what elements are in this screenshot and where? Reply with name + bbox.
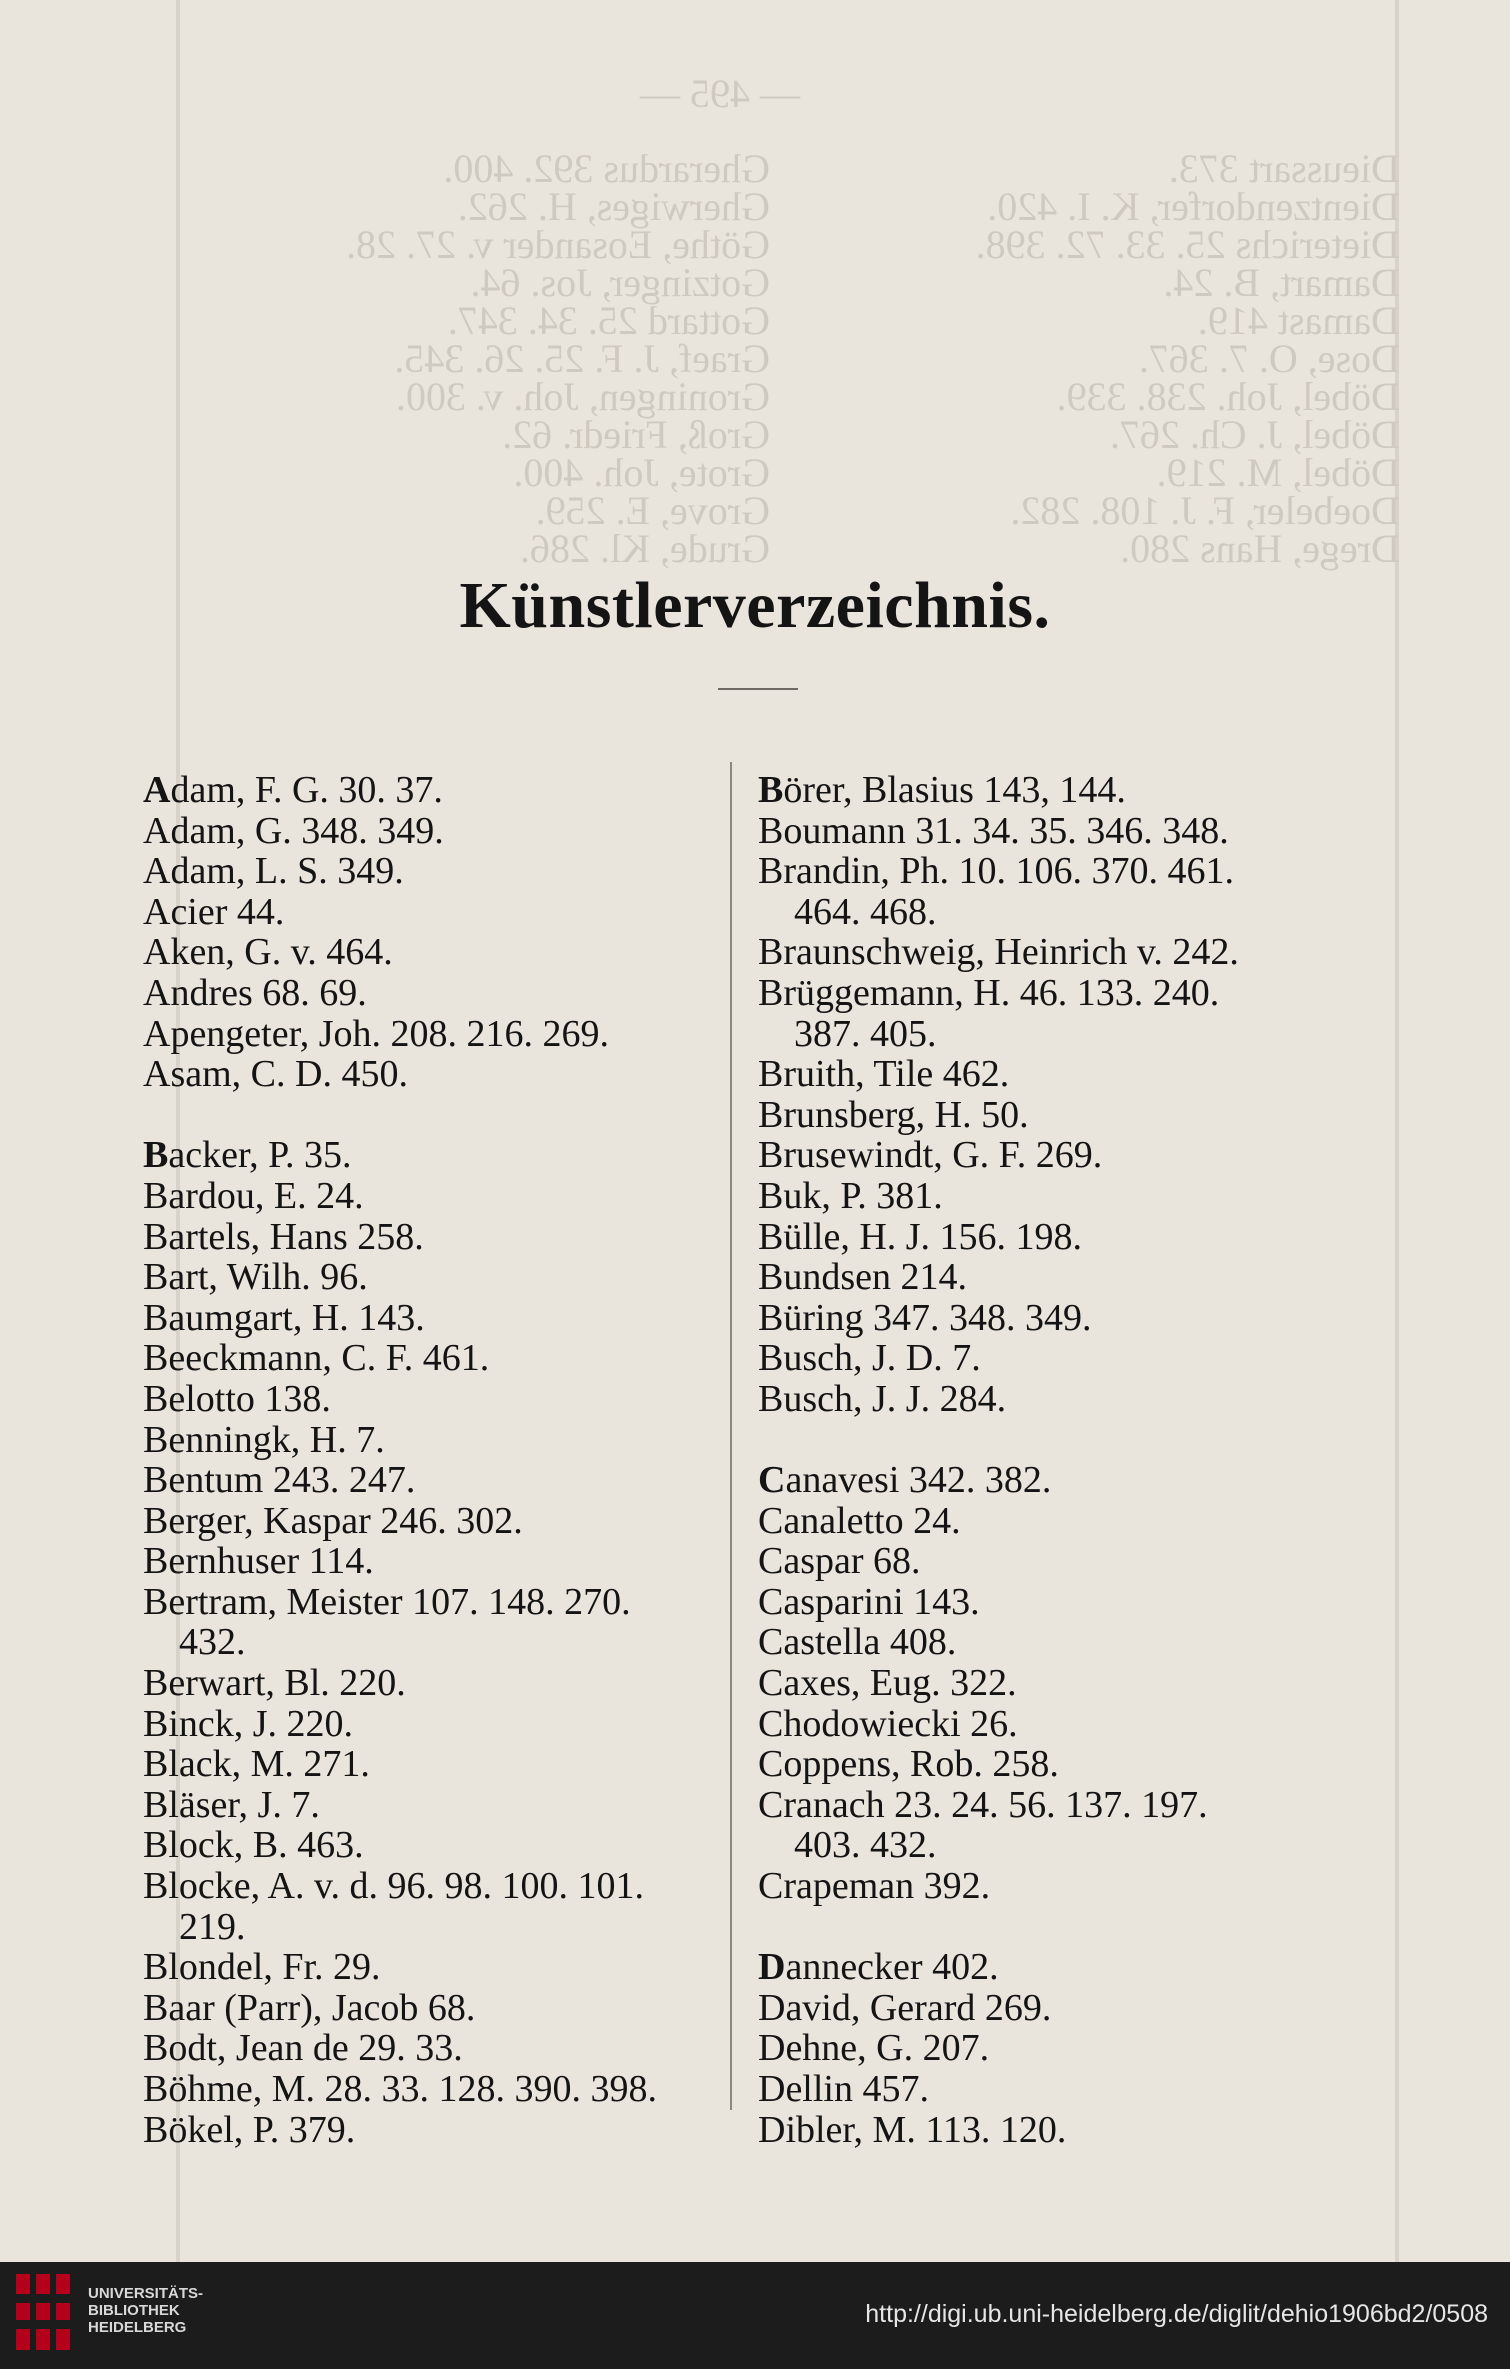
index-entry: Cranach 23. 24. 56. 137. 197. — [758, 1783, 1208, 1826]
index-entry: Busch, J. D. 7. — [758, 1337, 981, 1380]
index-entry: Baar (Parr), Jacob 68. — [143, 1986, 476, 2029]
index-entry: Baumgart, H. 143. — [143, 1296, 425, 1339]
index-entry: Dannecker 402. — [758, 1946, 999, 1989]
index-entry: David, Gerard 269. — [758, 1986, 1052, 2029]
index-entry-continuation: 432. — [179, 1621, 246, 1664]
index-entry: Caxes, Eug. 322. — [758, 1662, 1017, 1705]
index-entry: Dellin 457. — [758, 2068, 929, 2110]
index-entry: Bundsen 214. — [758, 1256, 967, 1299]
index-entry: Adam, F. G. 30. 37. — [143, 769, 443, 811]
index-entry: Bardou, E. 24. — [143, 1174, 364, 1217]
index-entry: Boumann 31. 34. 35. 346. 348. — [758, 809, 1229, 852]
index-entry: Bülle, H. J. 156. 198. — [758, 1215, 1083, 1258]
index-entry: Braunschweig, Heinrich v. 242. — [758, 931, 1239, 974]
section-initial: A — [143, 769, 171, 811]
index-entry: Dibler, M. 113. 120. — [758, 2108, 1067, 2151]
bleed-through-text: Gherardus 392. 400. Gherwiges, H. 262. Göthe, Eosander v. 27. 28. Gotzinger, Jos. 64. Gottard 25. 34. 347. Graef, J. F. 25. 26. 345. Groningen, Joh. v. 300. Groß, Friedr. 62. Grote, Joh. 400. Grove, E. 259. Grude, Kl. 286. — [346, 146, 770, 571]
index-entry: Andres 68. 69. — [143, 971, 367, 1014]
index-entry: Bökel, P. 379. — [143, 2108, 356, 2151]
index-entry: Bruith, Tile 462. — [758, 1053, 1010, 1096]
index-entry: Brandin, Ph. 10. 106. 370. 461. — [758, 850, 1235, 893]
index-entry: Brusewindt, G. F. 269. — [758, 1134, 1103, 1177]
index-entry: Böhme, M. 28. 33. 128. 390. 398. — [143, 2068, 658, 2110]
index-entry: Dehne, G. 207. — [758, 2027, 990, 2070]
source-url-link[interactable]: http://digi.ub.uni-heidelberg.de/diglit/dehio1906bd2/0508 — [865, 2300, 1488, 2328]
index-column-left — [143, 770, 713, 2150]
section-initial: B — [143, 1134, 169, 1177]
index-entry: Bernhuser 114. — [143, 1540, 374, 1583]
index-entry: Brüggemann, H. 46. 133. 240. — [758, 971, 1220, 1014]
logo-line: BIBLIOTHEK — [88, 2302, 180, 2319]
index-entry: Canavesi 342. 382. — [758, 1459, 1052, 1502]
index-entry: Belotto 138. — [143, 1377, 331, 1420]
index-entry: Buk, P. 381. — [758, 1174, 943, 1217]
index-entry: Acier 44. — [143, 890, 285, 933]
index-entry: Asam, C. D. 450. — [143, 1053, 408, 1096]
section-initial: B — [758, 769, 784, 811]
index-column-right — [758, 770, 1378, 2150]
index-entry-continuation: 387. 405. — [794, 1012, 937, 1055]
index-entry: Bentum 243. 247. — [143, 1459, 416, 1502]
index-entry: Canaletto 24. — [758, 1499, 961, 1542]
section-gap — [143, 1095, 713, 1136]
column-divider — [730, 762, 732, 2110]
index-entry: Berwart, Bl. 220. — [143, 1662, 406, 1705]
index-entry: Adam, G. 348. 349. — [143, 809, 444, 852]
index-entry: Aken, G. v. 464. — [143, 931, 393, 974]
index-entry: Chodowiecki 26. — [758, 1702, 1018, 1745]
logo-line: HEIDELBERG — [88, 2319, 187, 2336]
index-entry: Backer, P. 35. — [143, 1134, 352, 1177]
index-entry: Black, M. 271. — [143, 1743, 370, 1786]
logo-line: UNIVERSITÄTS- — [88, 2285, 204, 2302]
section-gap — [758, 1907, 1378, 1948]
index-entry: Bertram, Meister 107. 148. 270. — [143, 1580, 631, 1623]
index-entry: Börer, Blasius 143, 144. — [758, 769, 1126, 811]
index-entry: Blocke, A. v. d. 96. 98. 100. 101. — [143, 1865, 645, 1908]
index-entry: Caspar 68. — [758, 1540, 921, 1583]
index-entry: Casparini 143. — [758, 1580, 980, 1623]
index-entry: Brunsberg, H. 50. — [758, 1093, 1029, 1136]
index-entry: Büring 347. 348. 349. — [758, 1296, 1092, 1339]
section-initial: C — [758, 1459, 786, 1502]
index-entry-continuation: 464. 468. — [794, 890, 937, 933]
index-entry: Benningk, H. 7. — [143, 1418, 385, 1461]
index-entry: Castella 408. — [758, 1621, 957, 1664]
index-entry: Crapeman 392. — [758, 1865, 991, 1908]
index-entry: Berger, Kaspar 246. 302. — [143, 1499, 523, 1542]
library-logo-text — [88, 2285, 203, 2336]
bleed-through-text: Dieussart 373. Dientzendorfer, K. I. 420. Dieterichs 25. 33. 72. 398. Damart, B. 24. Damast 419. Dose, O. 7. 367. Döbel, Joh. 238. 339. Döbel, J. Ch. 267. Döbel, M. 219. Doebeler, F. J. 108. 282. Drege, Hans 280. — [975, 146, 1400, 571]
index-entry: Bodt, Jean de 29. 33. — [143, 2027, 463, 2070]
title-rule — [718, 688, 798, 690]
index-entry: Blondel, Fr. 29. — [143, 1946, 381, 1989]
index-entry-continuation: 403. 432. — [794, 1824, 937, 1867]
bleed-through-page-number: — 495 — — [640, 71, 800, 116]
section-gap — [758, 1420, 1378, 1461]
page-title: Künstlerverzeichnis. — [459, 569, 1051, 642]
index-entry: Coppens, Rob. 258. — [758, 1743, 1059, 1786]
index-entry-continuation: 219. — [179, 1905, 246, 1948]
index-entry: Block, B. 463. — [143, 1824, 364, 1867]
index-entry: Bart, Wilh. 96. — [143, 1256, 368, 1299]
index-entry: Beeckmann, C. F. 461. — [143, 1337, 490, 1380]
section-initial: D — [758, 1946, 786, 1989]
index-entry: Adam, L. S. 349. — [143, 850, 404, 893]
index-entry: Bartels, Hans 258. — [143, 1215, 424, 1258]
index-entry: Binck, J. 220. — [143, 1702, 354, 1745]
library-logo-icon — [10, 2270, 80, 2354]
index-entry: Bläser, J. 7. — [143, 1783, 320, 1826]
index-entry: Busch, J. J. 284. — [758, 1377, 1007, 1420]
index-entry: Apengeter, Joh. 208. 216. 269. — [143, 1012, 610, 1055]
